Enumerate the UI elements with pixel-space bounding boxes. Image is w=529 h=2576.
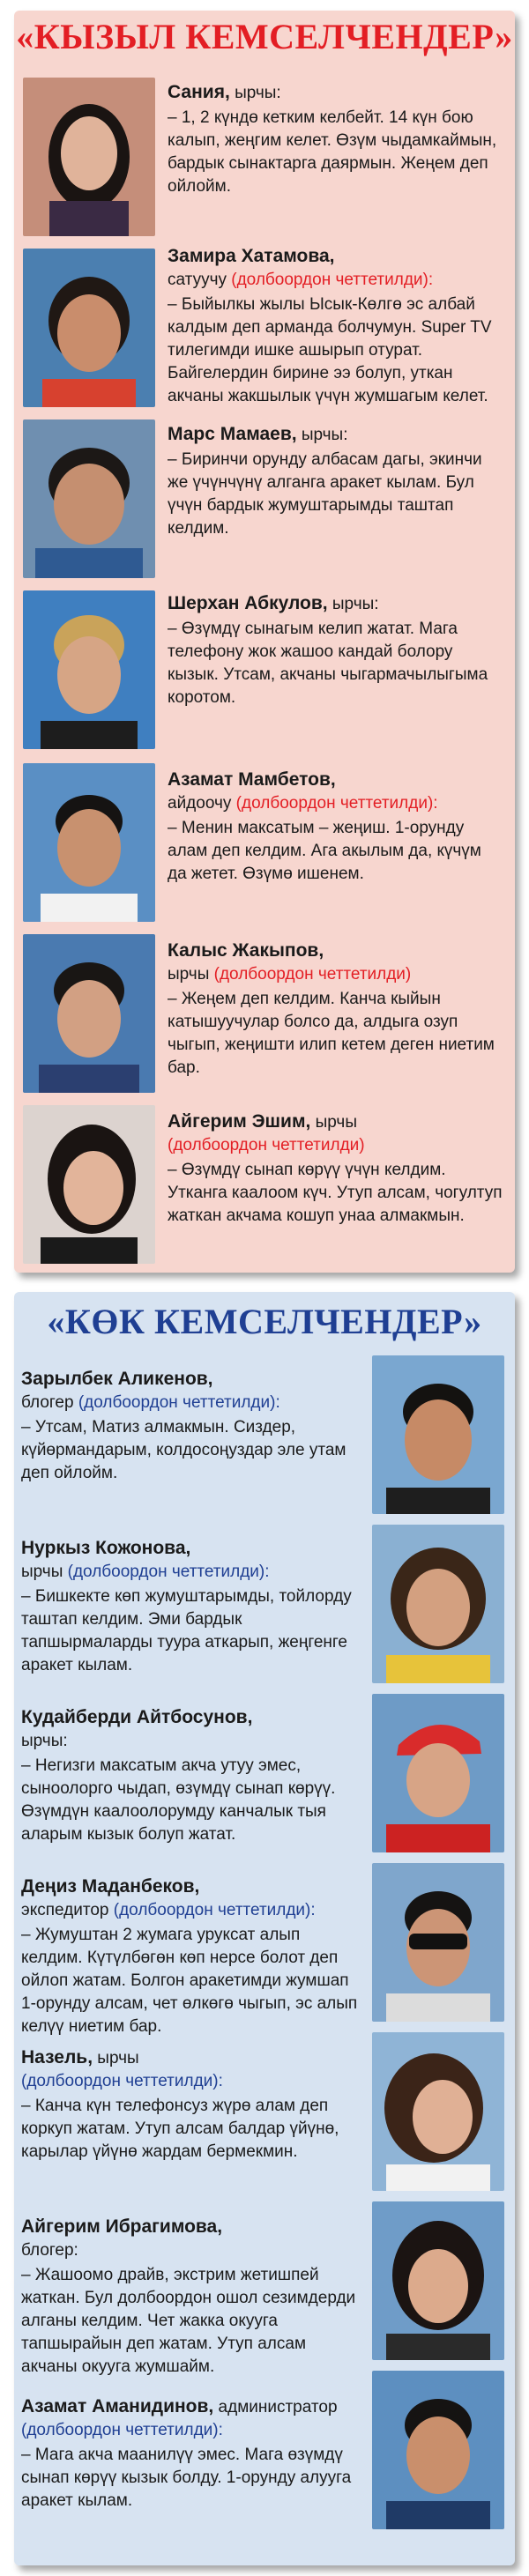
portrait-photo: [23, 590, 155, 749]
member-role: блогер: [21, 1393, 78, 1412]
member-role: ырчы:: [21, 1732, 68, 1750]
member-role: ырчы:: [327, 595, 379, 613]
member-name: Азамат Аманидинов,: [21, 2396, 214, 2416]
member-status: (долбоордон четтетилди): [168, 1136, 365, 1154]
member-name: Сания,: [168, 82, 230, 102]
member-status: (долбоордон четтетилди):: [21, 2072, 223, 2090]
member-quote: – Быйылкы жылы Ысык-Көлгө эс албай калдым деп арманда болчумун. Super TV тилегимди ишке ашырып отурат. Байгелердин бирине ээ болуп, уткан акчаны жакшылык үчүн жумшагым келет.: [168, 295, 492, 405]
member-name: Нуркыз Кожонова,: [21, 1538, 191, 1558]
member-role: ырчы: [310, 1113, 357, 1132]
member-name: Зарылбек Аликенов,: [21, 1369, 213, 1389]
member-role: ырчы: [21, 1563, 68, 1581]
member-name: Замира Хатамова,: [168, 246, 335, 266]
member-name: Азамат Мамбетов,: [168, 769, 336, 790]
member-name: Назель,: [21, 2047, 93, 2067]
member-role: экспедитор: [21, 1901, 114, 1919]
member-status: (долбоордон четтетилди):: [235, 794, 438, 813]
member-status: (долбоордон четтетилди):: [67, 1563, 270, 1581]
member-role: айдоочу: [168, 794, 236, 813]
portrait-photo: [372, 2371, 504, 2529]
portrait-photo: [23, 249, 155, 407]
portrait-photo: [372, 2032, 504, 2191]
member-quote: – Утсам, Матиз алмакмын. Сиздер, күйөрмандарым, колдосоңуздар эле утам деп ойлойм.: [21, 1418, 346, 1482]
member-name: Кудайберди Айтбосунов,: [21, 1707, 253, 1727]
member-quote: – Биринчи орунду албасам дагы, экинчи же үчүнчүнү алганга аракет кылам. Бул үчүн бардык жумуштарымды таштап келдим.: [168, 450, 482, 538]
member-status: (долбоордон четтетилди):: [113, 1901, 316, 1919]
member-quote: – Мага акча маанилүү эмес. Мага өзүмдү сынап көрүү кызык болду. 1-орунду алууга аракет кылам.: [21, 2446, 352, 2510]
member-name: Айгерим Эшим,: [168, 1111, 311, 1132]
member-role: сатуучу: [168, 271, 232, 289]
red-team-heading: «КЫЗЫЛ КЕМСЕЛЧЕНДЕР»: [16, 17, 513, 56]
member-status: (долбоордон четтетилди):: [21, 2421, 223, 2439]
member-quote: – Өзүмдү сынагым келип жатат. Мага телефону жок жашоо кандай болору кызык. Утсам, акчаны чыгармачылыгыма коротом.: [168, 620, 488, 707]
member-role: блогер:: [21, 2241, 78, 2260]
member-name: Айгерим Ибрагимова,: [21, 2216, 223, 2237]
member-quote: – 1, 2 күндө кетким келбейт. 14 күн бою калып, жеңгим келет. Өзүм чыдамкаймын, бардык сынактарга даярмын. Жеңем деп ойлойм.: [168, 108, 497, 196]
portrait-photo: [372, 1355, 504, 1514]
member-role: ырчы: [168, 965, 214, 984]
member-role: ырчы:: [229, 84, 281, 102]
member-name: Деңиз Маданбеков,: [21, 1876, 200, 1897]
blue-team-heading: «КӨК КЕМСЕЛЧЕНДЕР»: [47, 1302, 482, 1341]
member-status: (долбоордон четтетилди):: [78, 1393, 280, 1412]
member-quote: – Бишкекте көп жумуштарымды, тойлорду таштап келдим. Эми бардык тапшырмаларды туура аткарып, жеңгенге аракет кылам.: [21, 1587, 352, 1674]
member-role: ырчы: [93, 2049, 139, 2067]
member-quote: – Канча күн телефонсуз жүрө алам деп коркуп жатам. Утуп алсам балдар үйүнө, карылар үйүнө жардам бермекмин.: [21, 2097, 339, 2161]
member-quote: – Жашоомо драйв, экстрим жетишпей жаткан. Бул долбоордон ошол сезимдерди алганы келдим. Чет жакка окууга тапшырайын деп жатам. Утуп алсам акчаны окууга жумшайм.: [21, 2266, 356, 2376]
member-quote: – Жумуштан 2 жумага уруксат алып келдим. Күтүлбөгөн көп нерсе болот деп ойлоп жатам. Болгон аракетимди жумшап 1-орунду алсам, чет өлкөгө чыгып, эс алып келүү ниетим бар.: [21, 1926, 358, 2036]
member-name: Калыс Жакыпов,: [168, 940, 324, 961]
portrait-photo: [372, 2201, 504, 2360]
portrait-photo: [23, 419, 155, 578]
portrait-photo: [23, 1105, 155, 1264]
portrait-photo: [23, 934, 155, 1093]
member-quote: – Менин максатым – жеңиш. 1-орунду алам деп келдим. Ага акылым да, күчүм да жетет. Өзүмө ишенем.: [168, 819, 481, 883]
member-status: (долбоордон четтетилди):: [231, 271, 434, 289]
member-role: администратор: [213, 2398, 338, 2416]
member-quote: – Жеңем деп келдим. Канча кыйын катышуучулар болсо да, алдыга озуп чыгып, жеңишти илип кетем деген ниетим бар.: [168, 990, 495, 1077]
portrait-photo: [23, 763, 155, 922]
member-quote: – Негизги максатым акча утуу эмес, сыноолорго чыдап, өзүмдү сынап көрүү. Өзүмдүн каалоолорумду канчалык тыя аларым кызык болуп жатат.: [21, 1756, 336, 1844]
member-name: Марс Мамаев,: [168, 424, 297, 444]
portrait-photo: [372, 1525, 504, 1683]
member-name: Шерхан Абкулов,: [168, 593, 328, 613]
portrait-photo: [372, 1694, 504, 1852]
portrait-photo: [23, 78, 155, 236]
member-status: (долбоордон четтетилди): [213, 965, 412, 984]
member-quote: – Өзүмдү сынап көрүү үчүн келдим. Утканга каалоом күч. Утуп алсам, чогултуп жаткан акчама кошуп унаа алмакмын.: [168, 1161, 503, 1225]
member-role: ырчы:: [296, 426, 348, 444]
portrait-photo: [372, 1863, 504, 2022]
